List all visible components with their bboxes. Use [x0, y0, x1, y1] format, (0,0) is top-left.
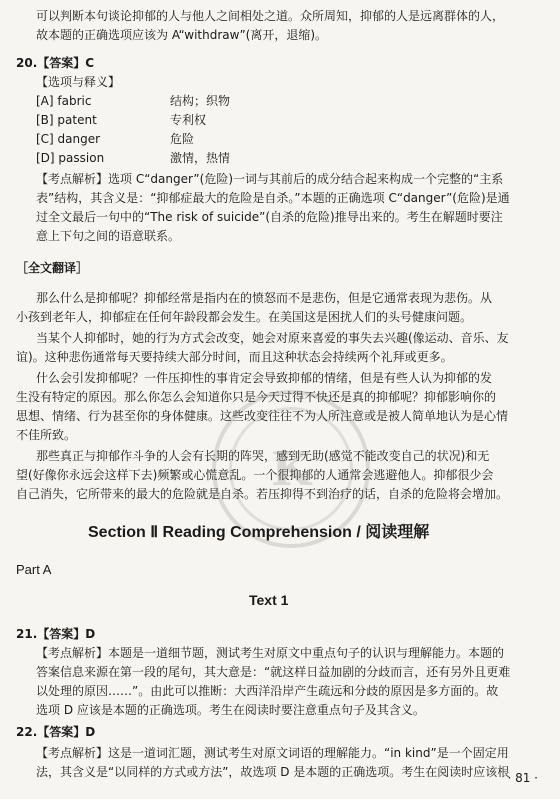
text-line: 自己消失，它所带来的最大的危险就是自杀。若压抑得不到治疗的话，自杀的危险将会增加。	[16, 487, 509, 501]
part-heading: Part A	[16, 562, 52, 577]
text-line: [C] danger	[36, 132, 101, 146]
text-line: 20.【答案】C	[16, 56, 95, 70]
text-line: 望(好像你永远会这样下去)频繁或心慌意乱。一个很抑郁的人通常会逃避他人。抑郁很少会	[16, 468, 494, 482]
option-meaning: 专利权	[170, 113, 207, 127]
text-line: 谊)。这种悲伤通常每天要持续大部分时间，而且这种状态会持续两个礼拜或更多。	[16, 350, 453, 364]
text-line: 当某个人抑郁时，她的行为方式会改变，她会对原来喜爱的事失去兴趣(像运动、音乐、友	[36, 331, 509, 345]
text-line: 【考点解析】选项 C“danger”(危险)一词与其前后的成分结合起来构成一个完整的“主系	[36, 172, 504, 186]
text-line: 21.【答案】D	[16, 627, 96, 641]
text-line: 法，其含义是“以同样的方式或方法”，故选项 D 是本题的正确选项。考生在阅读时应该根	[36, 765, 510, 779]
text-line: 【考点解析】本题是一道细节题，测试考生对原文中重点句子的认识与理解能力。本题的	[36, 646, 505, 660]
text-line: [A] fabric	[36, 94, 92, 108]
text-line: 22.【答案】D	[16, 725, 96, 739]
text-line: [B] patent	[36, 113, 97, 127]
text-line: 什么会引发抑郁呢？一件压抑性的事肯定会导致抑郁的情绪，但是有些人认为抑郁的发	[36, 371, 493, 385]
text-line: 不佳所致。	[16, 428, 77, 442]
text-line: 生没有特定的原因。那么你怎么会知道你只是今天过得不快还是真的抑郁呢？抑郁影响你的	[16, 390, 497, 404]
text-line: 那么什么是抑郁呢？抑郁经常是指内在的愤怒而不是悲伤，但是它通常表现为悲伤。从	[36, 291, 493, 305]
option-meaning: 结构；织物	[170, 94, 231, 108]
text-heading: Text 1	[249, 592, 289, 608]
text-line: 【考点解析】这是一道词汇题，测试考生对原文词语的理解能力。“in kind”是一个固定用	[36, 746, 509, 760]
text-line: 小孩到老年人，抑郁症在任何年龄段都会发生。在美国这是困扰人们的头号健康问题。	[16, 310, 473, 324]
watermark-letter: K	[229, 407, 353, 531]
text-line: 选项 D 应该是本题的正确选项。考生在阅读时要注意重点句子及其含义。	[36, 703, 425, 717]
text-line: 意上下句之间的语意联系。	[36, 229, 181, 243]
text-line: 那些真正与抑郁作斗争的人会有长期的阵哭，感到无助(感觉不能改变自己的状况)和无	[36, 449, 490, 463]
text-line: 故本题的正确选项应该为 A“withdraw”(离开，退缩)。	[36, 28, 328, 42]
text-line: 【选项与释义】	[36, 75, 121, 89]
text-line: 表”结构，其含义是：“抑郁症最大的危险是自杀。”本题的正确选项 C“danger”(危险)是通	[36, 191, 510, 205]
text-line: 以处理的原因……”。由此可以推断：大西洋沿岸产生疏远和分歧的原因是多方面的。故	[36, 684, 499, 698]
section-heading: Section Ⅱ Reading Comprehension / 阅读理解	[88, 524, 430, 541]
text-line: 思想、情绪、行为甚至你的身体健康。这些改变往往不为人所注意或是被人简单地认为是心情	[16, 409, 509, 423]
text-line: ［全文翻译］	[16, 261, 89, 275]
option-meaning: 危险	[170, 132, 195, 146]
text-line: 可以判断本句谈论抑郁的人与他人之间相处之道。众所周知，抑郁的人是远离群体的人，	[36, 9, 505, 23]
option-meaning: 激情，热情	[170, 151, 231, 165]
text-line: 答案信息来源在第一段的尾句，其大意是：“就这样日益加剧的分歧而言，还有另外且更难	[36, 665, 511, 679]
text-line: 过全文最后一句中的“The risk of suicide”(自杀的危险)推导出来的。考生在解题时要注	[36, 210, 503, 224]
page-number: · 81 ·	[507, 771, 538, 785]
text-line: [D] passion	[36, 151, 105, 165]
